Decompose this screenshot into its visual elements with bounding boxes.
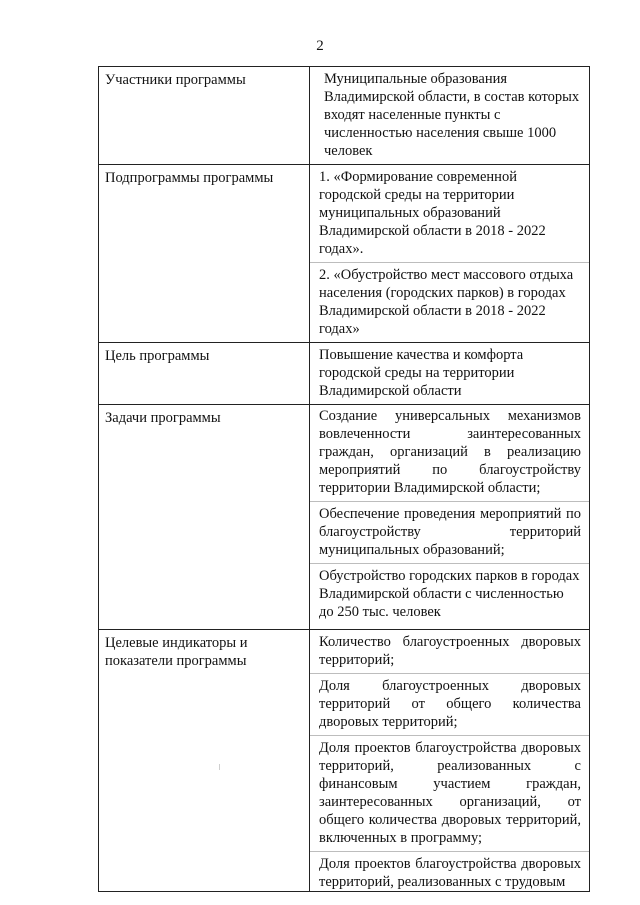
scan-artifact [219,764,220,770]
row-value [310,165,590,343]
page-number: 2 [316,38,324,54]
table-row-goal [99,343,590,405]
value-paragraph: Доля проектов благоустройства дворовых территорий, реализованных с трудовым [310,851,589,891]
value-paragraph: 2. «Обустройство мест массового отдыха населения (городских парков) в городах Владимирской области в 2018 - 2022 годах» [310,262,589,342]
value-paragraph: Повышение качества и комфорта городской среды на территории Владимирской области [319,347,524,399]
value-paragraph: Обеспечение проведения мероприятий по благоустройству территорий муниципальных образований; [310,501,589,563]
row-value [310,630,590,892]
value-paragraph: 1. «Формирование современной городской среды на территории муниципальных образований Владимирской области в 2018 - 2022 годах». [319,169,546,257]
program-passport-table [98,66,590,892]
row-label: Целевые индикаторы и показатели программы [99,630,310,892]
value-paragraph: Обустройство городских парков в городах Владимирской области с численностью до 250 тыс. человек [310,563,589,625]
value-paragraph: Количество благоустроенных дворовых территорий; [319,634,581,668]
table-row-subprograms [99,165,590,343]
row-value [310,405,590,630]
row-value [310,67,590,165]
row-label: Цель программы [99,343,310,405]
row-value [310,343,590,405]
row-label: Подпрограммы программы [99,165,310,343]
value-paragraph: Муниципальные образования Владимирской области, в состав которых входят населенные пункты с численностью населения свыше 1000 человек [324,71,580,159]
value-paragraph: Доля проектов благоустройства дворовых территорий, реализованных с финансовым участием граждан, заинтересованных организаций, от общего количества дворовых территорий, включенных в программу; [310,735,589,851]
value-paragraph: Доля благоустроенных дворовых территорий от общего количества дворовых территорий; [310,673,589,735]
row-label: Участники программы [99,67,310,165]
row-label: Задачи программы [99,405,310,630]
table-row-tasks [99,405,590,630]
value-paragraph: Создание универсальных механизмов вовлеченности заинтересованных граждан, организаций в реализацию мероприятий по благоустройству территории Владимирской области; [319,408,581,496]
table-row-indicators [99,630,590,892]
table-row-participants [99,67,590,165]
